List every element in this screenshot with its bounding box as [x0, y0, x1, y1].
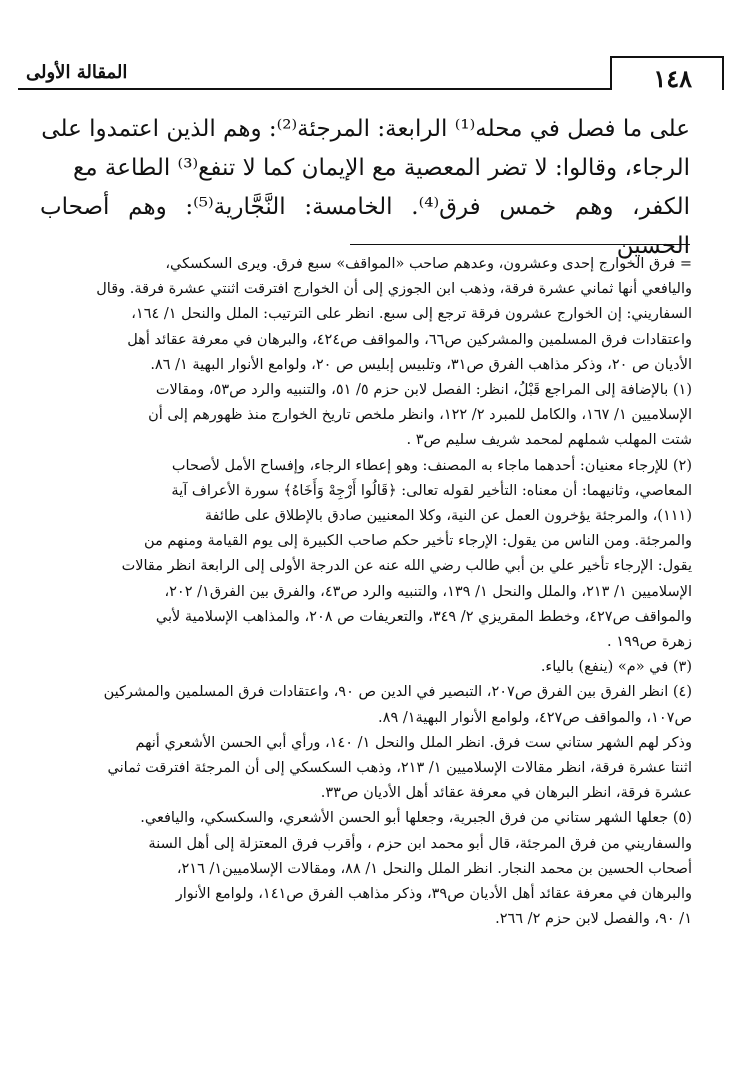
footnote-line: والمرجئة. ومن الناس من يقول: الإرجاء تأخير حكم صاحب الكبيرة إلى يوم القيامة ومنهم من: [144, 533, 692, 550]
main-text-line: الرجاء، وقالوا: لا تضر المعصية مع الإيمان كما لا تنفع⁽³⁾ الطاعة مع: [73, 155, 690, 181]
footnote-line: والمواقف ص٤٢٧، وخطط المقريزي ٢/ ٣٤٩، والتعريفات ص ٢٠٨، والمذاهب الإسلامية لأبي: [155, 608, 692, 625]
footnote-line: واليافعي أنها ثماني عشرة فرقة، وذهب ابن الجوزي إلى أن الخوارج افترقت اثنتي عشرة فرقة. وقال: [96, 281, 692, 298]
footnote-4: [36, 680, 692, 806]
footnote-line: الإسلاميين ١/ ٢١٣، والملل والنحل ١/ ١٣٩، والتنبيه والرد ص٤٣، والفرق بين الفرق١/ ٢٠٢،: [164, 583, 692, 600]
page-header: [18, 50, 724, 100]
footnotes: [36, 252, 692, 932]
footnote-line: (٥) جعلها الشهر ستاني من فرق الجبرية، وجعلها أبو الحسن الأشعري، والسكسكي، واليافعي.: [140, 810, 692, 827]
chapter-title: المقالة الأولى: [26, 62, 128, 83]
footnote-line: والسفاريني من فرق المرجئة، قال أبو محمد ابن حزم ، وأقرب فرق المعتزلة إلى أهل السنة: [148, 835, 692, 852]
footnote-2: [36, 454, 692, 656]
footnote-line: السفاريني: إن الخوارج عشرون فرقة ترجع إلى سبع. انظر على الترتيب: الملل والنحل ١/ ١٦٤،: [131, 306, 692, 323]
footnote-line: يقول: الإرجاء تأخير علي بن أبي طالب رضي الله عنه عن الدرجة الأولى إلى الرابعة انظر مقالات: [121, 558, 692, 575]
footnote-line: = فرق الخوارج إحدى وعشرون، وعدهم صاحب «المواقف» سبع فرق. ويرى السكسكي،: [165, 256, 692, 272]
footnote-line: المعاصي، وثانيهما: أن معناه: التأخير لقوله تعالى: ﴿قَالُوا أَرْجِهْ وَأَخَاهُ﴾ سورة الأعراف آية: [171, 482, 692, 499]
footnote-line: اثنتا عشرة فرقة، انظر مقالات الإسلاميين ١/ ٢١٣، وذهب السكسكي إلى أن المرجئة افترقت ثماني: [107, 760, 692, 777]
main-text-line: على ما فصل في محله⁽¹⁾ الرابعة: المرجئة⁽²⁾: وهم الذين اعتمدوا على: [41, 116, 690, 142]
footnote-line: (٢) للإرجاء معنيان: أحدهما ماجاء به المصنف: وهو إعطاء الرجاء، وإفساح الأمل لأصحاب: [171, 457, 692, 474]
footnote-line: وذكر لهم الشهر ستاني ست فرق. انظر الملل والنحل ١/ ١٤٠، ورأي أبي الحسن الأشعري أنهم: [135, 734, 692, 751]
footnote-line: الأديان ص ٢٠، وذكر مذاهب الفرق ص٣١، وتلبيس إبليس ص ٢٠، ولوامع الأنوار البهية ١/ ٨٦.: [150, 356, 692, 373]
footnote-line: ١/ ٩٠، والفصل لابن حزم ٢/ ٢٦٦.: [495, 911, 692, 928]
page-number-box: [610, 56, 724, 93]
footnote-line: زهرة ص١٩٩ .: [607, 634, 692, 651]
footnote-separator: [350, 244, 690, 245]
footnote-line: أصحاب الحسين بن محمد النجار. انظر الملل والنحل ١/ ٨٨، ومقالات الإسلاميين١/ ٢١٦،: [176, 860, 692, 877]
main-text: [40, 110, 690, 266]
footnote-line: (٤) انظر الفرق بين الفرق ص٢٠٧، التبصير في الدين ص ٩٠، واعتقادات فرق المسلمين والمشركين: [103, 684, 692, 701]
footnote-line: ص١٠٧، والمواقف ص٤٢٧، ولوامع الأنوار البهية١/ ٨٩.: [378, 709, 692, 726]
footnote-3: [36, 655, 692, 680]
page-number: ١٤٨: [653, 64, 692, 93]
footnote-line: الإسلاميين ١/ ١٦٧، والكامل للمبرد ٢/ ١٢٢، وانظر ملخص تاريخ الخوارج منذ ظهورهم إلى أن: [148, 407, 692, 424]
footnote-line: شتت المهلب شملهم لمحمد شريف سليم ص٣ .: [406, 432, 692, 449]
footnote-line: عشرة فرقة، انظر البرهان في معرفة عقائد أهل الأديان ص٣٣.: [320, 785, 692, 802]
footnote-line: (٣) في «م» (ينفع) بالياء.: [540, 659, 692, 676]
footnote-continuation: [36, 252, 692, 378]
footnote-5: [36, 806, 692, 932]
footnote-line: (١١١)، والمرجئة يؤخرون العمل عن النية، وكلا المعنيين صادق بالإطلاق على طائفة: [204, 508, 692, 525]
main-text-line: الكفر، وهم خمس فرق⁽⁴⁾. الخامسة: النَّجَّارية⁽⁵⁾: وهم أصحاب الحسين: [40, 194, 691, 259]
footnote-line: (١) بالإضافة إلى المراجع قَبْلُ، انظر: الفصل لابن حزم ٥/ ٥١، والتنبيه والرد ص٥٣، ومقالات: [155, 382, 692, 399]
footnote-line: واعتقادات فرق المسلمين والمشركين ص٦٦، والمواقف ص٤٢٤، والبرهان في معرفة عقائد أهل: [127, 331, 692, 348]
footnote-1: [36, 378, 692, 454]
footnote-line: والبرهان في معرفة عقائد أهل الأديان ص٣٩، وذكر مذاهب الفرق ص١٤١، ولوامع الأنوار: [175, 886, 692, 903]
